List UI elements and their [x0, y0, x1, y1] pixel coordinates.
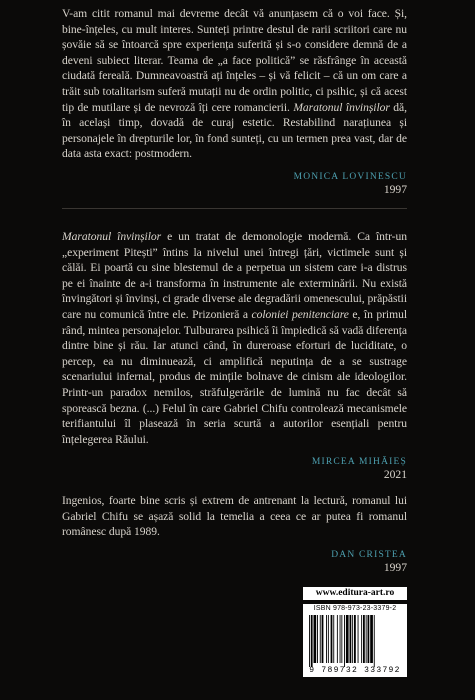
- barcode-digits: 9 789732 333792: [309, 666, 401, 675]
- quote-year: 1997: [383, 560, 407, 574]
- barcode-bars: [309, 615, 401, 667]
- quote-text: V-am citit romanul mai devreme decât vă anunțasem că o voi face. Și, bine-înțeles, cu mult interes. Sunteți printre destul de rarii scriitori care nu șovăie să se întoarcă spre experiența suferită și s-o considere demnă de a deveni subiect literar. Teama de „a face politică” se răsfrânge în această ciudată fereală. Dumneavoastră ați înțeles – și vă felicit – că un om care a trăit sub totalitarism suferă mutații nu de ordin politic, ci psihic, și că acest tip de mutilare și de nevroză îți cere romancierii. Maratonul învinșilor dă, în același timp, dovadă de curaj estetic. Restabilind narațiunea și personajele în drepturile lor, în fond sunteți, cu un termen prea vast, dar de data asta exact: postmodern.: [62, 7, 407, 161]
- quote-text: Ingenios, foarte bine scris și extrem de antrenant la lectură, romanul lui Gabriel Chifu se așază solid la temelia a ceea ce ar putea fi romanul românesc după 1989.: [62, 494, 407, 539]
- book-title: Maratonul învinșilor: [293, 100, 390, 114]
- quote-year: 2021: [383, 468, 407, 482]
- quote-dan-cristea: [62, 493, 407, 575]
- isbn-label: ISBN 978-973-23-3379-2: [313, 605, 397, 612]
- quote-author: DAN CRISTEA: [331, 549, 407, 560]
- italic-phrase: coloniei penitenciare: [251, 307, 349, 321]
- quote-text: Maratonul învinșilor e un tratat de demonologie modernă. Ca într-un „experiment Pitești” întins la nivelul unei întregi țări, victimele sunt și călăi. Ei poartă cu sine blestemul de a perpetua un sistem care i-a distrus pe ei înainte de a-i transforma în instrumente ale exterminării. Nu există învingători și învinși, ci grade diverse ale degradării omenescului, prăpăstii care nu comunică între ele. Prizonieră a coloniei penitenciare e, în primul rând, mintea personajelor. Tulburarea psihică îi împiedică să vadă diferența dintre bine și rău. Iar atunci când, în dureroase eforturi de luciditate, o percep, ea nu diminuează, ci amplifică neputința de a se sustrage scenariului infernal, produs de mințile bolnave de cinism ale ideologilor. Printr-un paradox nemilos, străfulgerările de lumină nu fac decât să sporească bezna. (...) Felul în care Gabriel Chifu controlează mecanismele terifiantului îl plasează în seria scurtă a autorilor esențiali pentru înțelegerea Răului.: [62, 230, 407, 446]
- quote-mircea-mihaies: [62, 229, 407, 482]
- isbn-barcode: [303, 604, 407, 677]
- publisher-website: www.editura-art.ro: [303, 587, 407, 600]
- quote-author: MIRCEA MIHĂIEȘ: [311, 457, 407, 468]
- quote-year: 1997: [383, 182, 407, 196]
- quote-monica-lovinescu: [62, 6, 407, 197]
- book-title: Maratonul învinșilor: [62, 230, 162, 243]
- divider: [62, 208, 407, 209]
- quote-author: MONICA LOVINESCU: [293, 171, 407, 182]
